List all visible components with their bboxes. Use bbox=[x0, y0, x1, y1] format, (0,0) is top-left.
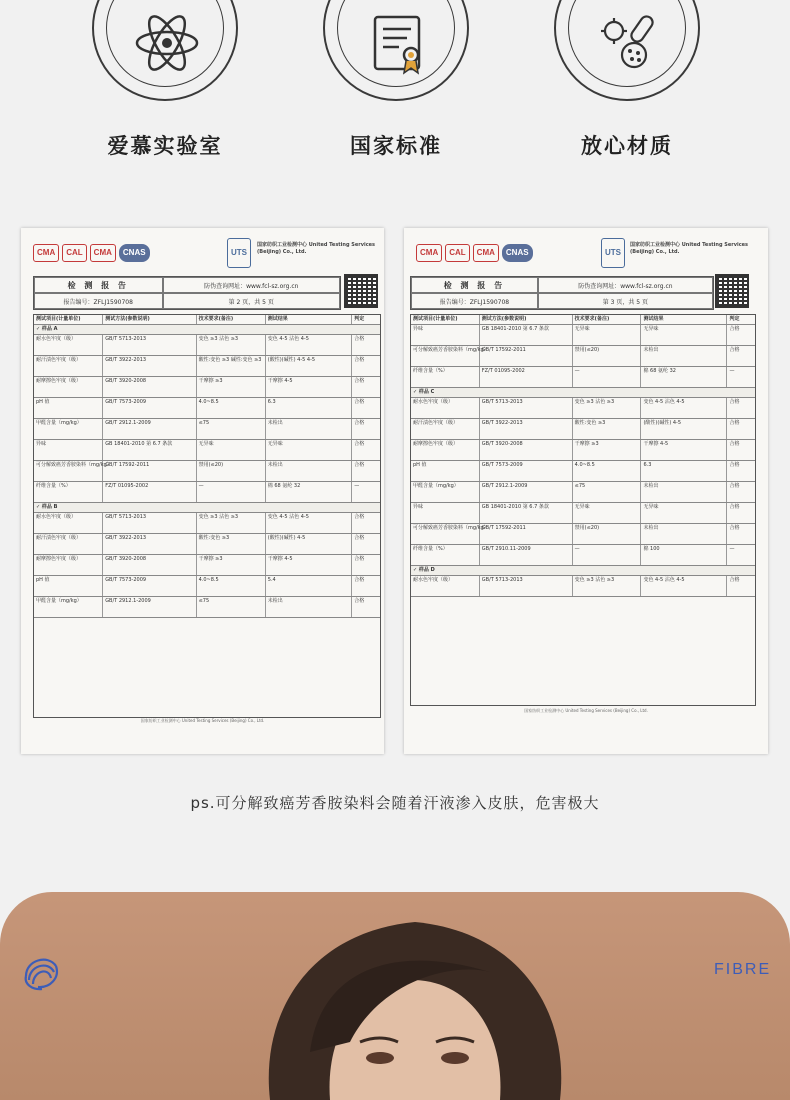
table-cell: 纤维含量（%） bbox=[411, 545, 480, 565]
feature-label-material: 放心材质 bbox=[581, 134, 673, 158]
table-cell: 合格 bbox=[729, 347, 740, 353]
table-cell: 无异味 bbox=[573, 503, 642, 523]
cma-logo: CMA bbox=[33, 244, 59, 262]
table-cell: pH 值 bbox=[411, 461, 480, 481]
standard-badge bbox=[323, 0, 469, 101]
cma-logo: CMA bbox=[473, 244, 499, 262]
table-row bbox=[34, 576, 380, 597]
cnas-logo: CNAS bbox=[119, 244, 150, 262]
column-header: 测试结果 bbox=[641, 315, 727, 324]
table-row bbox=[34, 419, 380, 440]
table-cell: FZ/T 01095-2002 bbox=[480, 367, 573, 387]
wool-mark-icon bbox=[20, 950, 62, 992]
sample-label: ✓ 样品 D bbox=[413, 567, 435, 573]
table-cell: 干摩擦 ≥3 bbox=[197, 377, 266, 397]
table-cell: 未检出 bbox=[266, 597, 353, 617]
table-cell: GB/T 3920-2008 bbox=[480, 440, 573, 460]
table-row bbox=[34, 597, 380, 618]
cnas-logo: CNAS bbox=[502, 244, 533, 262]
table-cell: — bbox=[573, 545, 642, 565]
lab-badge bbox=[92, 0, 238, 101]
feature-badges bbox=[0, 0, 790, 200]
table-cell: — bbox=[197, 482, 266, 502]
table-cell: 合格 bbox=[354, 598, 365, 604]
table-cell: 异味 bbox=[411, 325, 480, 345]
cma-logo: CMA bbox=[90, 244, 116, 262]
report-header bbox=[410, 276, 714, 310]
table-cell: 可分解致癌芳香胺染料（mg/kg） bbox=[411, 524, 480, 544]
table-header-row bbox=[34, 315, 380, 325]
table-cell: 酸性:变色 ≥3 碱性:变色 ≥3 bbox=[197, 356, 266, 376]
table-cell: 合格 bbox=[729, 504, 740, 510]
table-row bbox=[34, 356, 380, 377]
table-cell: FZ/T 01095-2002 bbox=[103, 482, 196, 502]
table-cell: 未检出 bbox=[266, 461, 353, 481]
table-cell: 棉 68 氨纶 32 bbox=[641, 367, 727, 387]
table-row bbox=[411, 398, 755, 419]
report-title: 检 测 报 告 bbox=[411, 277, 538, 293]
table-cell: 变色 ≥3 沾色 ≥3 bbox=[197, 335, 266, 355]
table-cell: 耐汗渍色牢度（级） bbox=[34, 534, 103, 554]
table-cell: 合格 bbox=[729, 441, 740, 447]
table-cell: 无异味 bbox=[197, 440, 266, 460]
table-header-row bbox=[411, 315, 755, 325]
table-cell: 禁用(≤20) bbox=[573, 346, 642, 366]
table-cell: GB/T 3922-2013 bbox=[480, 419, 573, 439]
table-cell: 干摩擦 ≥3 bbox=[197, 555, 266, 575]
report-header bbox=[33, 276, 341, 310]
column-header: 测试项目(计量单位) bbox=[411, 315, 480, 324]
query-site: 防伪查询网址：www.fcl-sz.org.cn bbox=[163, 277, 340, 293]
table-cell: 无异味 bbox=[641, 325, 727, 345]
table-row bbox=[34, 482, 380, 503]
warning-caption: ps.可分解致癌芳香胺染料会随着汗液渗入皮肤，危害极大 bbox=[190, 794, 600, 812]
table-cell: 耐水色牢度（级） bbox=[34, 335, 103, 355]
table-cell: 可分解致癌芳香胺染料（mg/kg） bbox=[34, 461, 103, 481]
table-cell: GB/T 7573-2009 bbox=[480, 461, 573, 481]
table-cell: 合格 bbox=[354, 462, 365, 468]
lab-organization: 国家纺织工业检测中心 United Testing Services (Beijing) Co., Ltd. bbox=[630, 242, 749, 255]
uts-logo: UTS bbox=[601, 238, 625, 268]
sample-label: ✓ 样品 A bbox=[36, 326, 58, 332]
table-cell: 可分解致癌芳香胺染料（mg/kg） bbox=[411, 346, 480, 366]
query-site: 防伪查询网址：www.fcl-sz.org.cn bbox=[538, 277, 713, 293]
column-header: 测试项目(计量单位) bbox=[34, 315, 103, 324]
column-header: 测试方法(参数说明) bbox=[103, 315, 196, 324]
table-cell: (酸性)(碱性) 4-5 4-5 bbox=[266, 356, 353, 376]
table-cell: GB/T 5713-2013 bbox=[480, 576, 573, 596]
table-cell: 变色 4-5 沾色 4-5 bbox=[266, 513, 353, 533]
table-cell: 禁用(≤20) bbox=[197, 461, 266, 481]
table-cell: GB/T 5713-2013 bbox=[480, 398, 573, 418]
table-cell: GB/T 3922-2013 bbox=[103, 534, 196, 554]
table-cell: 干摩擦 ≥3 bbox=[573, 440, 642, 460]
cma-logo: CMA bbox=[416, 244, 442, 262]
table-cell: 合格 bbox=[354, 378, 365, 384]
table-cell: GB/T 17592-2011 bbox=[480, 346, 573, 366]
table-row bbox=[411, 367, 755, 388]
test-report-page-2 bbox=[21, 228, 384, 754]
column-header: 判定 bbox=[354, 316, 365, 322]
table-cell: 禁用(≤20) bbox=[573, 524, 642, 544]
table-cell: 合格 bbox=[729, 483, 740, 489]
page-number: 第 2 页，共 5 页 bbox=[163, 293, 340, 309]
microbe-icon bbox=[590, 9, 668, 77]
table-cell: 合格 bbox=[729, 420, 740, 426]
table-cell: 4.0~8.5 bbox=[573, 461, 642, 481]
table-cell: 合格 bbox=[354, 514, 365, 520]
table-cell: 耐摩擦色牢度（级） bbox=[34, 377, 103, 397]
table-cell: 合格 bbox=[354, 399, 365, 405]
feature-label-lab: 爱慕实验室 bbox=[107, 134, 223, 158]
table-cell: pH 值 bbox=[34, 398, 103, 418]
sample-row bbox=[411, 388, 755, 398]
accreditation-logos bbox=[416, 244, 533, 266]
sample-label: ✓ 样品 C bbox=[413, 389, 435, 395]
table-cell: 合格 bbox=[354, 556, 365, 562]
fibre-label: FIBRE bbox=[714, 961, 772, 978]
table-cell: GB/T 3920-2008 bbox=[103, 555, 196, 575]
table-cell: 合格 bbox=[354, 420, 365, 426]
table-cell: GB/T 3922-2013 bbox=[103, 356, 196, 376]
table-cell: 干摩擦 4-5 bbox=[266, 377, 353, 397]
table-row bbox=[411, 524, 755, 545]
accreditation-logos bbox=[33, 244, 150, 266]
table-cell: — bbox=[354, 483, 360, 489]
table-cell: GB/T 2912.1-2009 bbox=[480, 482, 573, 502]
table-cell: 6.3 bbox=[641, 461, 727, 481]
table-row bbox=[411, 545, 755, 566]
table-cell: 异味 bbox=[411, 503, 480, 523]
table-cell: 耐水色牢度（级） bbox=[34, 513, 103, 533]
table-cell: 甲醛含量（mg/kg） bbox=[411, 482, 480, 502]
table-cell: 变色 4-5 沾色 4-5 bbox=[266, 335, 353, 355]
table-cell: 未检出 bbox=[641, 346, 727, 366]
table-row bbox=[34, 534, 380, 555]
qr-code bbox=[344, 274, 378, 308]
table-cell: GB/T 5713-2013 bbox=[103, 513, 196, 533]
table-cell: 异味 bbox=[34, 440, 103, 460]
column-header: 测试结果 bbox=[266, 315, 353, 324]
table-cell: 未检出 bbox=[641, 524, 727, 544]
table-cell: 合格 bbox=[729, 525, 740, 531]
sample-row bbox=[411, 566, 755, 576]
test-report-page-3 bbox=[404, 228, 768, 754]
table-row bbox=[411, 440, 755, 461]
table-row bbox=[411, 325, 755, 346]
table-cell: 干摩擦 4-5 bbox=[266, 555, 353, 575]
qr-code bbox=[715, 274, 749, 308]
table-cell: 耐水色牢度（级） bbox=[411, 576, 480, 596]
table-cell: 耐水色牢度（级） bbox=[411, 398, 480, 418]
table-cell: 未检出 bbox=[266, 419, 353, 439]
results-table bbox=[33, 314, 381, 718]
table-cell: GB/T 7573-2009 bbox=[103, 398, 196, 418]
table-cell: 合格 bbox=[354, 577, 365, 583]
table-cell: GB/T 17592-2011 bbox=[480, 524, 573, 544]
table-row bbox=[411, 461, 755, 482]
table-row bbox=[411, 503, 755, 524]
table-cell: 4.0~8.5 bbox=[197, 576, 266, 596]
table-cell: 未检出 bbox=[641, 482, 727, 502]
lab-organization: 国家纺织工业检测中心 United Testing Services (Beijing) Co., Ltd. bbox=[257, 242, 376, 255]
report-footer: 国家纺织工业检测中心 United Testing Services (Beijing) Co., Ltd. bbox=[140, 718, 265, 723]
model-portrait bbox=[200, 892, 630, 1100]
table-row bbox=[34, 377, 380, 398]
sample-row bbox=[34, 503, 380, 513]
table-cell: 纤维含量（%） bbox=[411, 367, 480, 387]
table-row bbox=[34, 398, 380, 419]
table-cell: 4.0~8.5 bbox=[197, 398, 266, 418]
table-cell: 变色 ≥3 沾色 ≥3 bbox=[573, 576, 642, 596]
cal-logo: CAL bbox=[445, 244, 469, 262]
table-cell: 合格 bbox=[729, 399, 740, 405]
table-row bbox=[34, 555, 380, 576]
table-cell: 6.3 bbox=[266, 398, 353, 418]
sample-label: ✓ 样品 B bbox=[36, 504, 58, 510]
table-cell: 变色 ≥3 沾色 ≥3 bbox=[573, 398, 642, 418]
results-table bbox=[410, 314, 756, 706]
table-cell: 棉 68 氨纶 32 bbox=[266, 482, 353, 502]
table-row bbox=[411, 346, 755, 367]
table-cell: GB/T 2910.11-2009 bbox=[480, 545, 573, 565]
table-cell: 合格 bbox=[729, 577, 740, 583]
table-cell: GB 18401-2010 第 6.7 条款 bbox=[480, 503, 573, 523]
certificate-icon bbox=[359, 9, 437, 77]
atom-icon bbox=[128, 9, 206, 77]
table-cell: ≤75 bbox=[197, 419, 266, 439]
table-row bbox=[34, 461, 380, 482]
table-cell: GB/T 2912.1-2009 bbox=[103, 419, 196, 439]
cal-logo: CAL bbox=[62, 244, 86, 262]
report-number: 报告编号：ZFLJ1590708 bbox=[34, 293, 163, 309]
table-cell: pH 值 bbox=[34, 576, 103, 596]
table-cell: 变色 ≥3 沾色 ≥3 bbox=[197, 513, 266, 533]
table-cell: 无异味 bbox=[573, 325, 642, 345]
report-number: 报告编号：ZFLJ1590708 bbox=[411, 293, 538, 309]
table-cell: 无异味 bbox=[266, 440, 353, 460]
table-cell: GB/T 3920-2008 bbox=[103, 377, 196, 397]
table-cell: (酸性)(碱性) 4-5 bbox=[641, 419, 727, 439]
table-cell: 干摩擦 4-5 bbox=[641, 440, 727, 460]
feature-label-standard: 国家标准 bbox=[350, 134, 442, 158]
table-cell: 无异味 bbox=[641, 503, 727, 523]
table-cell: 合格 bbox=[729, 462, 740, 468]
table-cell: 酸性:变色 ≥3 bbox=[197, 534, 266, 554]
table-cell: 甲醛含量（mg/kg） bbox=[34, 597, 103, 617]
table-cell: 纤维含量（%） bbox=[34, 482, 103, 502]
table-cell: (酸性)(碱性) 4-5 bbox=[266, 534, 353, 554]
table-cell: 合格 bbox=[729, 326, 740, 332]
material-badge bbox=[554, 0, 700, 101]
table-cell: 耐摩擦色牢度（级） bbox=[34, 555, 103, 575]
table-cell: GB/T 17592-2011 bbox=[103, 461, 196, 481]
table-cell: 棉 100 bbox=[641, 545, 727, 565]
table-row bbox=[411, 419, 755, 440]
table-cell: 酸性:变色 ≥3 bbox=[573, 419, 642, 439]
report-title: 检 测 报 告 bbox=[34, 277, 163, 293]
table-cell: 耐摩擦色牢度（级） bbox=[411, 440, 480, 460]
table-cell: 合格 bbox=[354, 336, 365, 342]
table-row bbox=[411, 482, 755, 503]
table-cell: 合格 bbox=[354, 535, 365, 541]
column-header: 测试方法(参数说明) bbox=[480, 315, 573, 324]
column-header: 判定 bbox=[729, 316, 740, 322]
column-header: 技术要求(备注) bbox=[197, 315, 266, 324]
table-cell: 合格 bbox=[354, 441, 365, 447]
table-cell: 甲醛含量（mg/kg） bbox=[34, 419, 103, 439]
table-cell: — bbox=[729, 368, 735, 374]
table-cell: 变色 4-5 沾色 4-5 bbox=[641, 576, 727, 596]
uts-logo: UTS bbox=[227, 238, 251, 268]
page-number: 第 3 页，共 5 页 bbox=[538, 293, 713, 309]
table-cell: 耐汗渍色牢度（级） bbox=[411, 419, 480, 439]
table-cell: 合格 bbox=[354, 357, 365, 363]
table-row bbox=[34, 335, 380, 356]
table-row bbox=[34, 513, 380, 534]
table-cell: GB/T 7573-2009 bbox=[103, 576, 196, 596]
table-cell: — bbox=[573, 367, 642, 387]
table-cell: 5.4 bbox=[266, 576, 353, 596]
table-cell: GB/T 2912.1-2009 bbox=[103, 597, 196, 617]
table-cell: 耐汗渍色牢度（级） bbox=[34, 356, 103, 376]
table-cell: GB 18401-2010 第 6.7 条款 bbox=[103, 440, 196, 460]
column-header: 技术要求(备注) bbox=[573, 315, 642, 324]
table-cell: — bbox=[729, 546, 735, 552]
fibre-banner bbox=[0, 892, 790, 1100]
sample-row bbox=[34, 325, 380, 335]
report-footer: 国家纺织工业检测中心 United Testing Services (Beijing) Co., Ltd. bbox=[524, 708, 648, 713]
table-row bbox=[34, 440, 380, 461]
table-cell: 变色 4-5 沾色 4-5 bbox=[641, 398, 727, 418]
table-cell: ≤75 bbox=[197, 597, 266, 617]
table-cell: ≤75 bbox=[573, 482, 642, 502]
table-row bbox=[411, 576, 755, 597]
table-cell: GB 18401-2010 第 6.7 条款 bbox=[480, 325, 573, 345]
table-cell: GB/T 5713-2013 bbox=[103, 335, 196, 355]
